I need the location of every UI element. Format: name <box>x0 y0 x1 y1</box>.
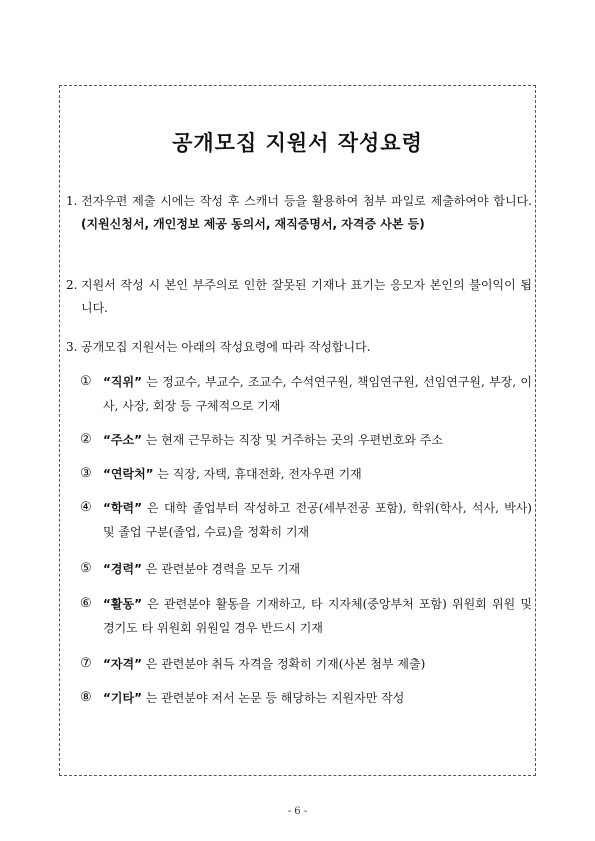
page-title: 공개모집 지원서 작성요령 <box>172 131 423 155</box>
sub-item-number: ① <box>80 374 92 389</box>
item-bold-text: (지원신청서, 개인정보 제공 동의서, 재직증명서, 자격증 사본 등) <box>81 217 425 231</box>
item-number: 3. <box>66 340 78 354</box>
sub-item-text: 은 관련분야 취득 자격을 정확히 기재(사본 첨부 제출) <box>141 657 426 671</box>
sub-item-term: “학력” <box>103 501 142 515</box>
sub-item-text: 는 현재 근무하는 직장 및 거주하는 곳의 우편번호와 주소 <box>141 433 443 447</box>
list-item-3 <box>66 336 532 359</box>
item-text: 공개모집 지원서는 아래의 작성요령에 따라 작성합니다. <box>81 340 371 354</box>
sub-item-text: 은 관련분야 경력을 모두 기재 <box>141 562 301 576</box>
sub-item-term: “연락처” <box>103 467 154 481</box>
sub-item-term: “기타” <box>103 691 142 705</box>
sub-item-term: “자격” <box>103 657 142 671</box>
item-number: 2. <box>66 278 78 292</box>
list-item-1 <box>66 190 532 236</box>
sub-item-number: ⑤ <box>80 561 92 576</box>
sub-item-term: “주소” <box>103 433 142 447</box>
list-item-2 <box>66 274 532 320</box>
sub-item-text: 는 관련분야 저서 논문 등 해당하는 지원자만 작성 <box>141 691 405 705</box>
sub-item-term: “활동” <box>103 597 142 611</box>
sub-item-number: ⑧ <box>80 690 92 705</box>
sub-item-qualification <box>80 652 532 676</box>
sub-item-position <box>80 370 532 418</box>
sub-item-number: ⑦ <box>80 656 92 671</box>
sub-item-education <box>80 496 532 544</box>
sub-item-term: “직위” <box>103 375 142 389</box>
sub-item-text: 는 직장, 자택, 휴대전화, 전자우편 기재 <box>153 467 362 481</box>
sub-item-number: ③ <box>80 466 92 481</box>
sub-item-address <box>80 428 532 452</box>
sub-item-text: 은 대학 졸업부터 작성하고 전공(세부전공 포함), 학위(학사, 석사, 박사) 및 졸업 구분(졸업, 수료)을 정확히 기재 <box>103 501 532 539</box>
sub-item-number: ⑥ <box>80 596 92 611</box>
sub-item-number: ④ <box>80 500 92 515</box>
sub-item-number: ② <box>80 432 92 447</box>
sub-item-activity <box>80 592 532 640</box>
page-number: - 6 - <box>287 806 308 817</box>
item-number: 1. <box>66 194 78 208</box>
sub-item-text: 는 정교수, 부교수, 조교수, 수석연구원, 책임연구원, 선임연구원, 부장, 이사, 사장, 회장 등 구체적으로 기재 <box>103 375 532 413</box>
sub-item-career <box>80 557 532 581</box>
item-text: 지원서 작성 시 본인 부주의로 인한 잘못된 기재나 표기는 응모자 본인의 불이익이 됩니다. <box>81 278 532 315</box>
sub-item-text: 은 관련분야 활동을 기재하고, 타 지자체(중앙부처 포함) 위원회 위원 및 경기도 타 위원회 위원일 경우 반드시 기재 <box>103 597 532 635</box>
sub-item-term: “경력” <box>103 562 142 576</box>
item-text: 전자우편 제출 시에는 작성 후 스캐너 등을 활용하여 첨부 파일로 제출하여야 합니다. <box>81 194 532 208</box>
sub-item-contact <box>80 462 532 486</box>
sub-item-other <box>80 686 532 710</box>
